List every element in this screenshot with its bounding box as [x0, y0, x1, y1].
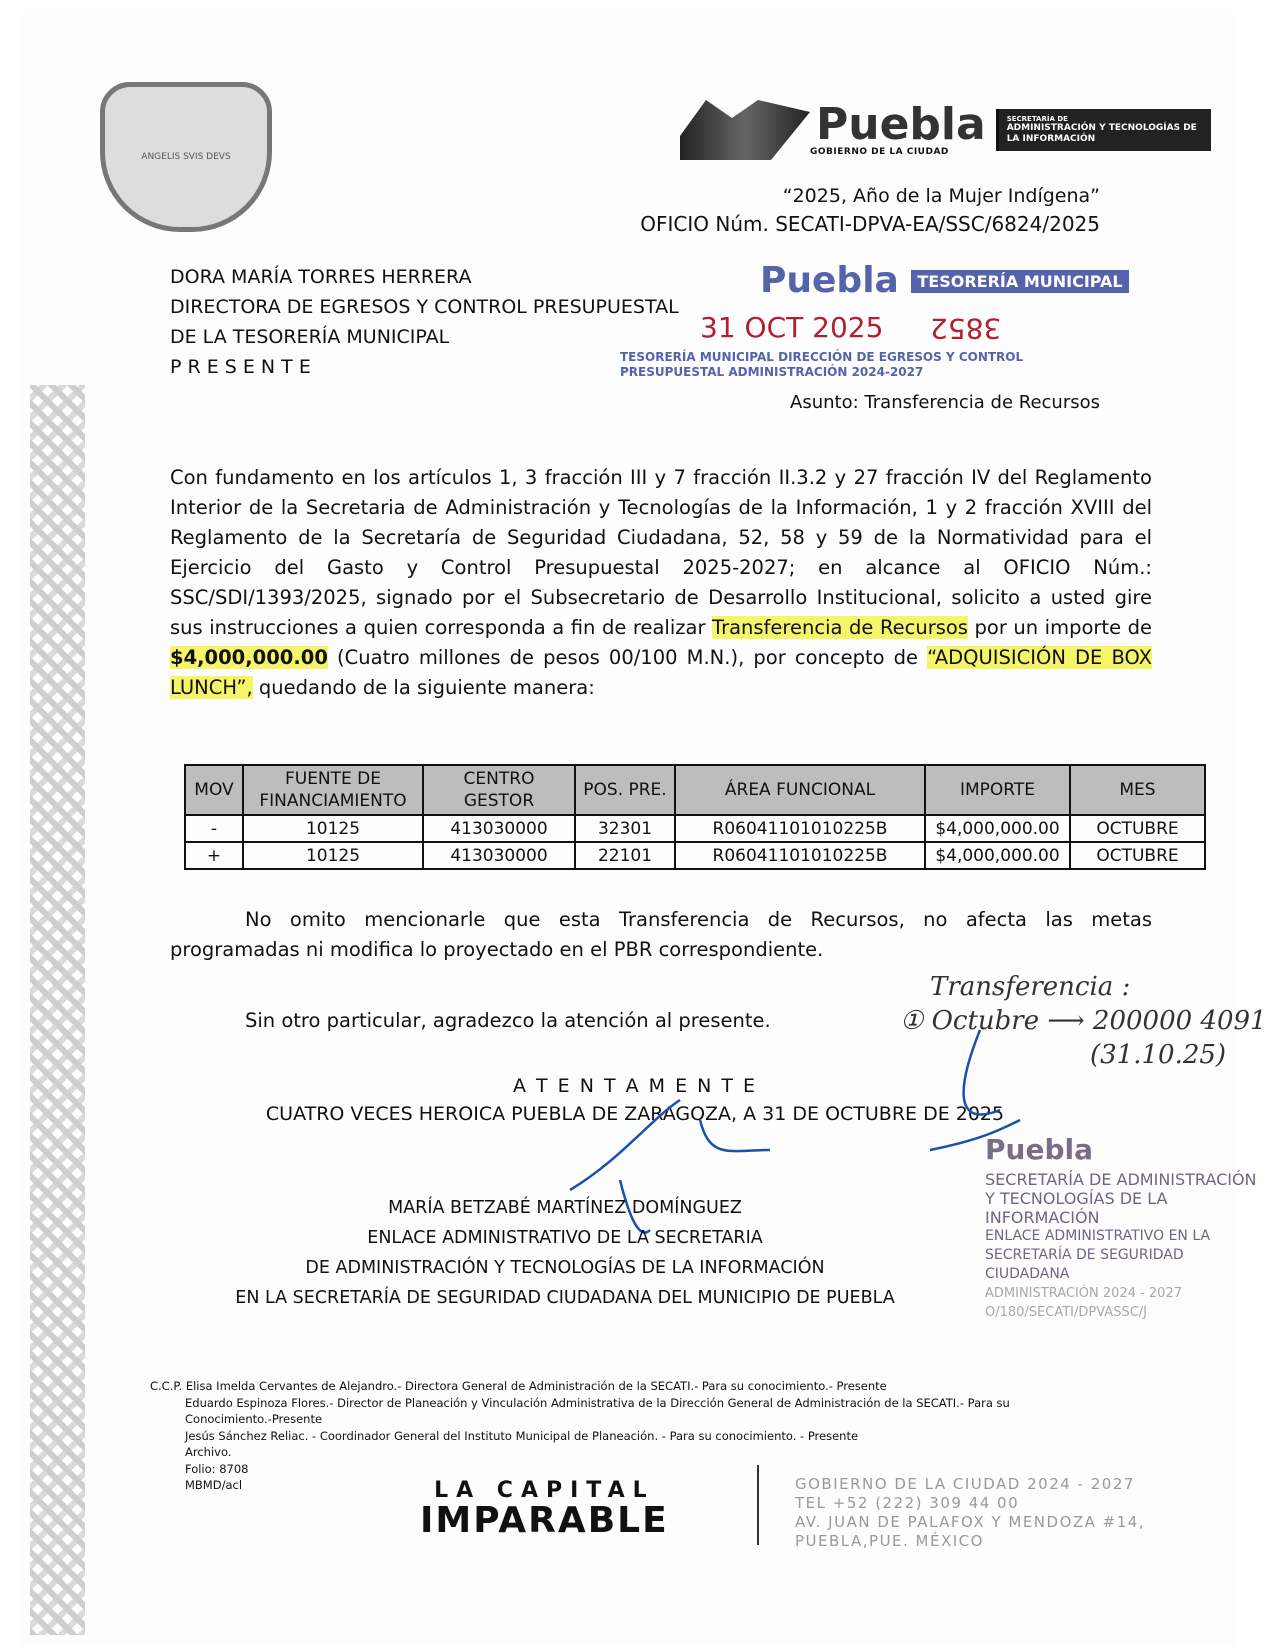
cc-item: MBMD/acl — [185, 1478, 243, 1492]
cell: 10125 — [243, 815, 423, 842]
cell: 10125 — [243, 842, 423, 869]
cc-item: Folio: 8708 — [185, 1461, 249, 1476]
col-importe: IMPORTE — [925, 765, 1070, 815]
motto: “2025, Año de la Mujer Indígena” — [782, 185, 1100, 207]
highlight-concept: “ADQUISICIÓN DE BOX LUNCH”, — [170, 646, 1152, 699]
addressee — [170, 262, 679, 382]
logo-name: Puebla — [816, 99, 986, 150]
footer-city: PUEBLA,PUE. MÉXICO — [795, 1532, 984, 1550]
cell: $4,000,000.00 — [925, 815, 1070, 842]
paragraph-3: Sin otro particular, agradezco la atención al presente. — [245, 1009, 771, 1032]
col-mov: MOV — [185, 765, 243, 815]
cell: $4,000,000.00 — [925, 842, 1070, 869]
tesoreria-stamp: Puebla TESORERÍA MUNICIPAL — [760, 260, 1129, 303]
slogan-line1: LA CAPITAL — [434, 1478, 655, 1503]
seal-line: SECRETARÍA DE ADMINISTRACIÓN — [985, 1170, 1257, 1189]
body-text: Con fundamento en los artículos 1, 3 fracción III y 7 fracción II.3.2 y 27 fracción IV del Reglamento Interior de la Secretaria de Administración y Tecnologías de la Información, 1 y 2 fracción XVIII del Reglamento de la Secretaría de Seguridad Ciudadana, 52, 58 y 59 de la Normatividad para el Ejercicio del Gasto y Control Presupuestal 2025-2027; en alcance al OFICIO Núm.: SSC/SDI/1393/2025, signado por el Subsecretario de Desarrollo Institucional, solicito a usted gire sus instrucciones a quien corresponda a fin de realizar — [170, 466, 1152, 639]
seal-text: ANGELIS SVIS DEVS — [141, 152, 231, 162]
cell: - — [185, 815, 243, 842]
decorative-border — [30, 385, 85, 1635]
highlight-transfer: Transferencia de Recursos — [712, 616, 968, 639]
col-centro-gestor: CENTRO GESTOR — [423, 765, 575, 815]
handwritten-note-2: ① Octubre ⟶ 200000 4091 — [900, 1006, 1267, 1036]
addressee-name: DORA MARÍA TORRES HERRERA — [170, 266, 472, 288]
seal-line: SECRETARÍA DE SEGURIDAD CIUDADANA — [985, 1247, 1184, 1282]
addressee-presente: P R E S E N T E — [170, 356, 311, 378]
footer-line: GOBIERNO DE LA CIUDAD 2024 - 2027 — [795, 1475, 1135, 1493]
handwritten-note-1: Transferencia : — [930, 972, 1131, 1002]
logo-dept — [996, 109, 1211, 151]
signer-name: MARÍA BETZABÉ MARTÍNEZ DOMÍNGUEZ — [388, 1198, 742, 1218]
table-row — [185, 815, 1205, 842]
cell: 22101 — [575, 842, 675, 869]
cc-item: C.C.P. Elisa Imelda Cervantes de Alejandro.- Directora General de Administración de la SECATI.- Para su conocimiento.- Presente — [150, 1379, 887, 1393]
footer-contact — [795, 1475, 1145, 1551]
footer-phone: TEL +52 (222) 309 44 00 — [795, 1494, 1020, 1512]
cell: 413030000 — [423, 842, 575, 869]
cc-item: Archivo. — [185, 1445, 232, 1459]
logo-mark-icon — [680, 100, 810, 160]
addressee-title: DIRECTORA DE EGRESOS Y CONTROL PRESUPUESTAL — [170, 296, 679, 318]
body-text: quedando de la siguiente manera: — [252, 676, 595, 699]
enlace-seal — [985, 1170, 1270, 1322]
signer-title-1: ENLACE ADMINISTRATIVO DE LA SECRETARIA — [367, 1228, 763, 1248]
footer-divider — [757, 1465, 759, 1545]
received-stamp: TESORERÍA MUNICIPAL DIRECCIÓN DE EGRESOS Y CONTROL PRESUPUESTAL ADMINISTRACIÓN 2024-2027 — [620, 350, 1024, 379]
cell: + — [185, 842, 243, 869]
cc-item: Conocimiento.-Presente — [185, 1412, 323, 1426]
cell: 32301 — [575, 815, 675, 842]
subject: Asunto: Transferencia de Recursos — [790, 392, 1100, 413]
cc-item: Jesús Sánchez Reliac. - Coordinador General del Instituto Municipal de Planeación. - Para su conocimiento. - Presente — [185, 1428, 859, 1443]
cc-item: Eduardo Espinoza Flores.- Director de Planeación y Vinculación Administrativa de la Dirección General de Administración de la SECATI.- Para su — [185, 1395, 1010, 1410]
body-paragraph — [170, 463, 1152, 703]
cell: 413030000 — [423, 815, 575, 842]
cell: R06041101010225B — [675, 842, 925, 869]
seal-line: O/180/SECATI/DPVASSC/J — [985, 1305, 1147, 1320]
municipal-seal — [100, 82, 272, 232]
logo-sub: GOBIERNO DE LA CIUDAD — [810, 147, 949, 157]
slogan-line2: IMPARABLE — [420, 1500, 669, 1541]
puebla-logo — [680, 100, 1211, 160]
col-pos-pre: POS. PRE. — [575, 765, 675, 815]
col-area-funcional: ÁREA FUNCIONAL — [675, 765, 925, 815]
paragraph-2: No omito mencionarle que esta Transferencia de Recursos, no afecta las metas programadas ni modifica lo proyectado en el PBR correspondiente. — [170, 908, 1152, 961]
col-mes: MES — [1070, 765, 1205, 815]
atentamente: A T E N T A M E N T E — [512, 1075, 758, 1097]
cell: OCTUBRE — [1070, 815, 1205, 842]
dept-line1: SECRETARÍA DE — [1006, 115, 1068, 123]
transfer-table — [184, 764, 1206, 870]
seal-line: Y TECNOLOGÍAS DE LA INFORMACIÓN — [985, 1189, 1168, 1227]
tesoreria-stamp-text: TESORERÍA MUNICIPAL — [911, 270, 1128, 293]
place-date: CUATRO VECES HEROICA PUEBLA DE ZARAGOZA, A 31 DE OCTUBRE DE 2025 — [265, 1103, 1005, 1125]
footer-address: AV. JUAN DE PALAFOX Y MENDOZA #14, — [795, 1513, 1146, 1531]
seal-line: ADMINISTRACIÓN 2024 - 2027 — [985, 1286, 1182, 1301]
seal-logo: Puebla — [985, 1133, 1093, 1166]
signer-title-3: EN LA SECRETARÍA DE SEGURIDAD CIUDADANA DEL MUNICIPIO DE PUEBLA — [235, 1288, 895, 1308]
addressee-dept: DE LA TESORERÍA MUNICIPAL — [170, 326, 450, 348]
body-text: (Cuatro millones de pesos 00/100 M.N.), por concepto de — [327, 646, 928, 669]
table-row — [185, 842, 1205, 869]
cell: OCTUBRE — [1070, 842, 1205, 869]
date-stamp: 31 OCT 2025 — [700, 311, 884, 344]
highlight-amount: $4,000,000.00 — [170, 646, 328, 669]
dept-line2: ADMINISTRACIÓN Y TECNOLOGÍAS DE LA INFORMACIÓN — [1006, 123, 1197, 145]
signer-title-2: DE ADMINISTRACIÓN Y TECNOLOGÍAS DE LA INFORMACIÓN — [305, 1258, 825, 1278]
body-text: por un importe de — [967, 616, 1152, 639]
handwritten-note-3: (31.10.25) — [1090, 1040, 1227, 1070]
footer-slogan — [420, 1478, 669, 1539]
oficio-number: OFICIO Núm. SECATI-DPVA-EA/SSC/6824/2025 — [640, 212, 1100, 236]
seal-line: ENLACE ADMINISTRATIVO EN LA — [985, 1228, 1211, 1244]
cell: R06041101010225B — [675, 815, 925, 842]
col-fuente: FUENTE DE FINANCIAMIENTO — [243, 765, 423, 815]
received-number-stamp: 3852 — [930, 312, 1002, 345]
